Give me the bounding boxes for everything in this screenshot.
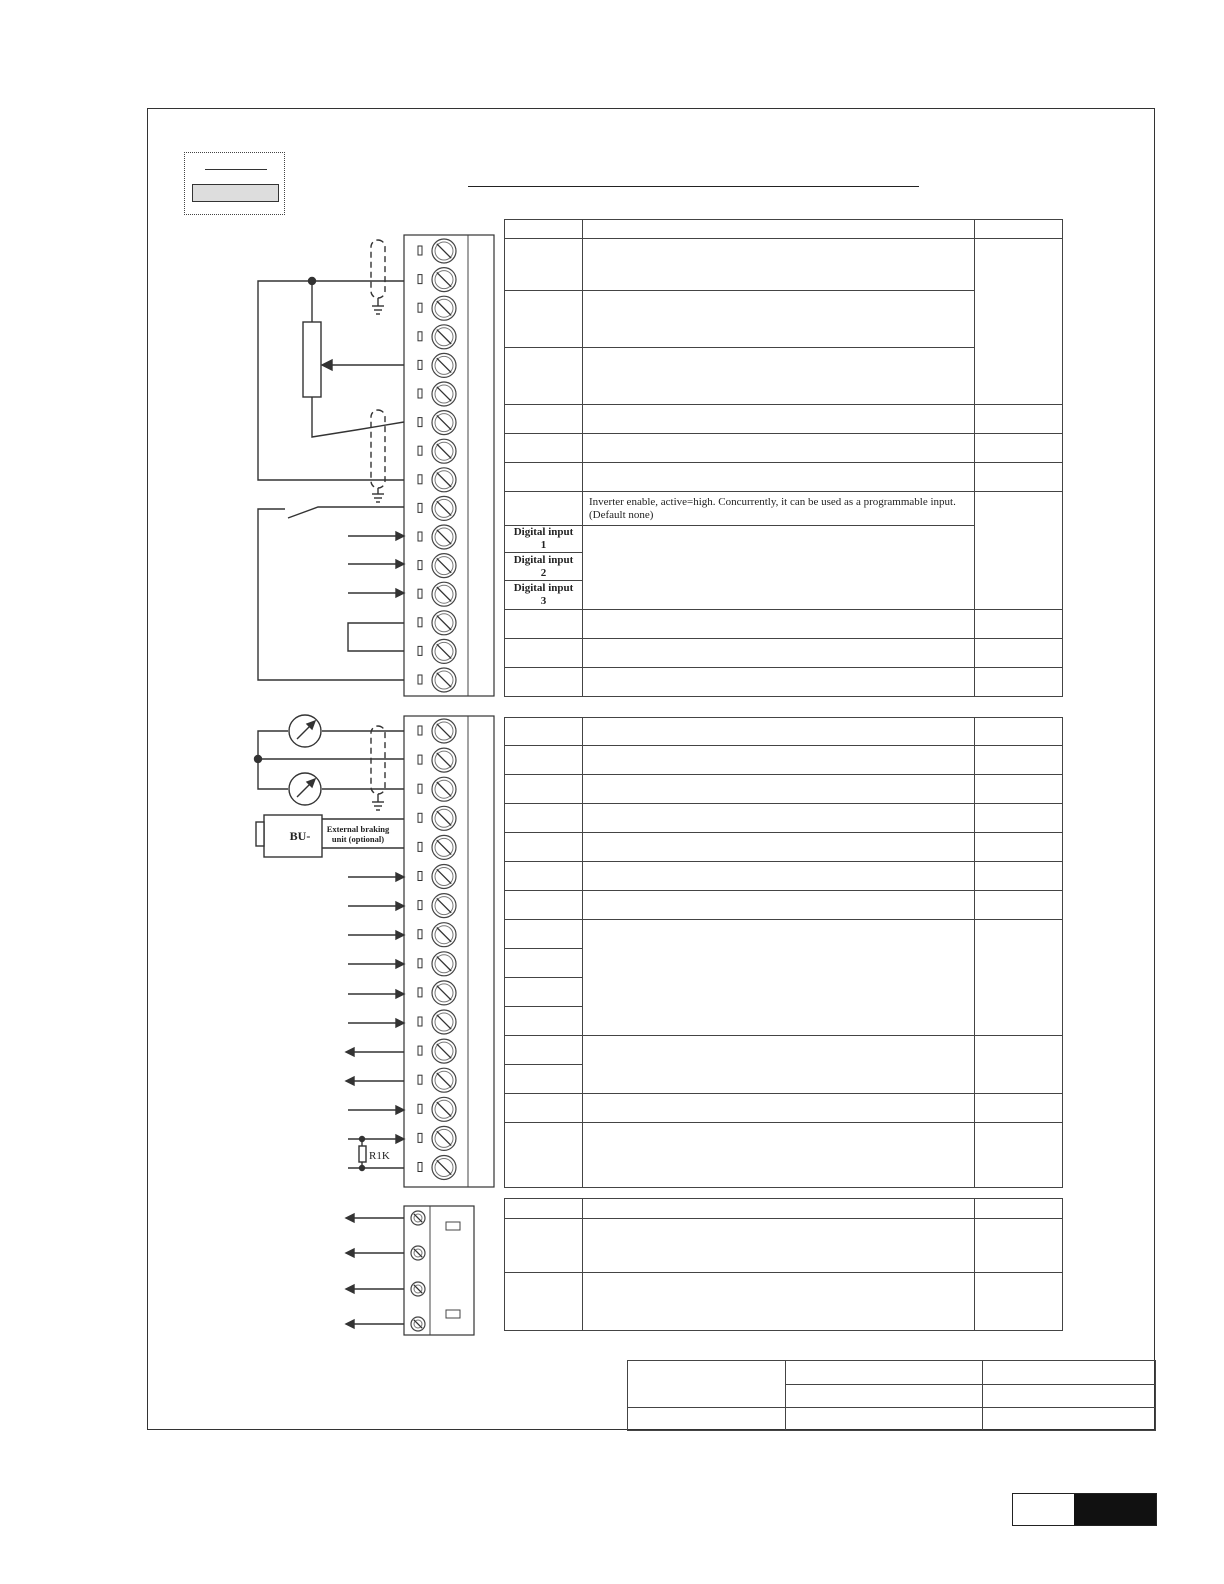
terminal-pin-slot bbox=[418, 389, 422, 398]
terminal-table-middle bbox=[504, 717, 1063, 1188]
terminal-pin-slot bbox=[418, 418, 422, 427]
terminal-table-top bbox=[504, 219, 1063, 697]
terminal-pin-slot bbox=[418, 475, 422, 484]
terminal-pin-slot bbox=[418, 246, 422, 255]
terminal-pin-slot bbox=[418, 589, 422, 598]
terminal-pin-slot bbox=[418, 360, 422, 369]
digital-input-2-label: Digital input 2 bbox=[505, 553, 583, 581]
terminal-pin-slot bbox=[418, 1133, 422, 1142]
terminal-pin-slot bbox=[418, 930, 422, 939]
terminal-pin-slot bbox=[418, 872, 422, 881]
terminal-pin-slot bbox=[418, 842, 422, 851]
bu-label: BU- bbox=[289, 829, 311, 843]
page-number-white bbox=[1013, 1494, 1074, 1525]
footer-title-block bbox=[627, 1360, 1156, 1431]
terminal-pin-slot bbox=[418, 1046, 422, 1055]
braking-unit-label-line1: External braking bbox=[326, 824, 390, 834]
terminal-pin-slot bbox=[418, 726, 422, 735]
enable-description: Inverter enable, active=high. Concurrently, it can be used as a programmable input. (Default none) bbox=[583, 492, 975, 526]
terminal-pin-slot bbox=[418, 959, 422, 968]
terminal-pin-slot bbox=[418, 1163, 422, 1172]
terminal-pin-slot bbox=[418, 988, 422, 997]
terminal-pin-slot bbox=[418, 532, 422, 541]
terminal-pin-slot bbox=[418, 1017, 422, 1026]
terminal-pin-slot bbox=[418, 784, 422, 793]
terminal-pin-slot bbox=[418, 618, 422, 627]
terminal-pin-slot bbox=[418, 446, 422, 455]
terminal-pin-slot bbox=[418, 813, 422, 822]
digital-input-1-label: Digital input 1 bbox=[505, 526, 583, 553]
terminal-pin-slot bbox=[418, 503, 422, 512]
terminal-pin-slot bbox=[418, 901, 422, 910]
wires bbox=[255, 240, 405, 1328]
resistor-label: R1K bbox=[369, 1150, 390, 1162]
terminal-pin-slot bbox=[418, 275, 422, 284]
terminal-pin-slot bbox=[418, 332, 422, 341]
braking-unit-label-line2: unit (optional) bbox=[331, 834, 385, 844]
page-number-tab bbox=[1012, 1493, 1157, 1526]
terminal-pin-slot bbox=[418, 303, 422, 312]
page-number-black bbox=[1074, 1494, 1156, 1525]
digital-input-3-label: Digital input 3 bbox=[505, 581, 583, 610]
terminal-pin-slot bbox=[418, 1104, 422, 1113]
terminal-table-relay bbox=[504, 1198, 1063, 1331]
terminal-pin-slot bbox=[418, 675, 422, 684]
terminal-pin-slot bbox=[418, 1075, 422, 1084]
terminal-pin-slot bbox=[418, 561, 422, 570]
terminal-pin-slot bbox=[418, 646, 422, 655]
terminal-pin-slot bbox=[418, 755, 422, 764]
